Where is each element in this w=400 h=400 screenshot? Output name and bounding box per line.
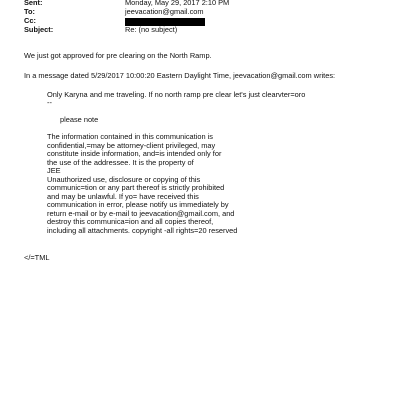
please-note: please note [60,115,99,124]
quoted-line-1: Only Karyna and me traveling. If no north ramp pre clear let's just clearvter=oro [47,90,306,99]
notice-line: and may be unlawful. If yo= have received this [47,191,199,201]
quoted-dash: -- [47,98,52,107]
to-value: jeevacation@gmail.com [125,7,204,16]
closing-tag: </=TML [24,253,50,262]
notice-line: confidential,=may be attorney-client privileged, may [47,140,216,150]
notice-line: destroy this communica=ion and all copies thereof, [47,217,214,226]
notice-line: JEE [47,166,61,175]
notice-line: the use of the addressee. It is the property of [47,157,194,167]
subject-row [24,26,384,36]
subject-label: Subject: [24,25,54,34]
notice-line: communication in error, please notify us immediately by [47,200,229,209]
notice-line: return e-mail or by e-mail to jeevacation@gmail.com, and [47,208,235,218]
notice-line: including all attachments. copyright -all rights=20 reserved [47,225,238,235]
notice-line: Unauthorized use, disclosure or copying of this [47,174,201,184]
sent-label: Sent: [24,0,43,7]
notice-line: communic=tion or any part thereof is strictly prohibited [47,183,225,192]
cc-label: Cc: [24,16,36,25]
body-line-1: We just got approved for pre clearing on the North Ramp. [24,51,212,60]
notice-line: The information contained in this communication is [47,132,213,141]
subject-value: Re: (no subject) [125,25,178,34]
body-line-2: In a message dated 5/29/2017 10:00:20 Eastern Daylight Time, jeevacation@gmail.com writes: [24,71,336,80]
to-label: To: [24,7,35,16]
notice-line: constitute inside information, and=is intended only for [47,149,222,158]
sent-value: Monday, May 29, 2017 2:10 PM [125,0,230,7]
